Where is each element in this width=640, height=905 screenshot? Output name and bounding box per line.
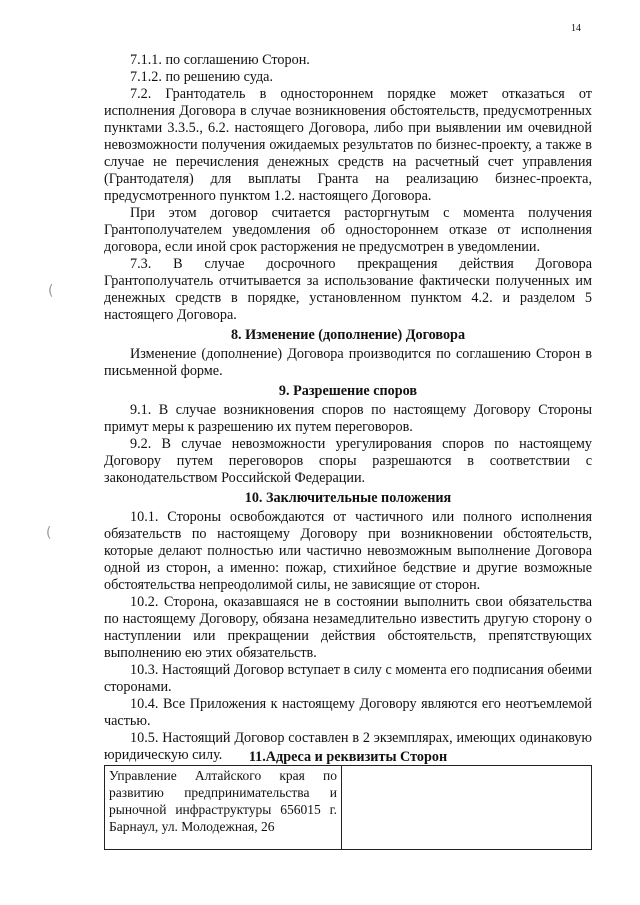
clause-7-3: 7.3. В случае досрочного прекращения действия Договора Грантополучатель отчитывается за использование фактически полученных им денежных средств в порядке, установленном пунктом 4.2. и разделом 5 настоящего Договора. bbox=[104, 256, 592, 323]
clause-7-1-2: 7.1.2. по решению суда. bbox=[130, 69, 274, 85]
section-9-heading: 9. Разрешение споров bbox=[278, 383, 418, 399]
clause-10-3: 10.3. Настоящий Договор вступает в силу с момента его подписания обеими сторонами. bbox=[104, 662, 592, 695]
clause-10-4: 10.4. Все Приложения к настоящему Договору являются его неотъемлемой частью. bbox=[104, 696, 592, 729]
grantor-address-cell: Управление Алтайского края по развитию предпринимательства и рыночной инфраструктуры 656015 г. Барнаул, ул. Молодежная, 26 bbox=[105, 766, 342, 849]
clause-7-2-note: При этом договор считается расторгнутым с момента получения Грантополучателем уведомления об одностороннем отказе от исполнения договора, если иной срок расторжения не предусмотрен в уведомлении. bbox=[104, 205, 592, 255]
section-11-heading: 11.Адреса и реквизиты Сторон bbox=[248, 749, 448, 765]
clause-8: Изменение (дополнение) Договора производится по соглашению Сторон в письменной форме. bbox=[104, 346, 592, 379]
section-10-heading: 10. Заключительные положения bbox=[244, 490, 452, 506]
addresses-table bbox=[104, 765, 592, 850]
clause-9-2: 9.2. В случае невозможности урегулирования споров по настоящему Договору путем переговоров споры разрешаются в соответствии с законодательством Российской Федерации. bbox=[104, 436, 592, 486]
section-8-heading: 8. Изменение (дополнение) Договора bbox=[230, 327, 466, 343]
clause-10-5: 10.5. Настоящий Договор составлен в 2 экземплярах, имеющих одинаковую юридическую силу. bbox=[104, 730, 592, 763]
margin-mark: ( bbox=[46, 525, 52, 541]
grantee-address-cell bbox=[342, 766, 591, 849]
document-body bbox=[104, 52, 592, 764]
clause-10-2: 10.2. Сторона, оказавшаяся не в состоянии выполнить свои обязательства по настоящему Договору, обязана незамедлительно известить другую сторону о наступлении или прекращении действия обстоятельств, препятствующих выполнению ею этих обязательств. bbox=[104, 594, 592, 661]
clause-9-1: 9.1. В случае возникновения споров по настоящему Договору Стороны примут меры к разрешению их путем переговоров. bbox=[104, 402, 592, 435]
clause-10-1: 10.1. Стороны освобождаются от частичного или полного исполнения обязательств по настоящему Договору при возникновении обстоятельств, которые делают полностью или частично невозможным выполнение Договора одной из сторон, а именно: пожар, стихийное бедствие и другие возможные обстоятельства непреодолимой силы, не зависящие от сторон. bbox=[104, 509, 592, 593]
clause-7-1-1: 7.1.1. по соглашению Сторон. bbox=[130, 52, 310, 68]
page-number: 14 bbox=[571, 23, 581, 34]
margin-mark: ( bbox=[48, 283, 54, 299]
clause-7-2: 7.2. Грантодатель в одностороннем порядке может отказаться от исполнения Договора в случае возникновения обстоятельств, предусмотренных пунктами 3.3.5., 6.2. настоящего Договора, либо при выявлении им очевидной невозможности получения ожидаемых результатов по бизнес-проекту, а также в случае не перечисления денежных средств на расчетный счет управления (Грантодателя) для выплаты Гранта на реализацию бизнес-проекта, предусмотренного пунктом 1.2. настоящего Договора. bbox=[104, 86, 592, 204]
